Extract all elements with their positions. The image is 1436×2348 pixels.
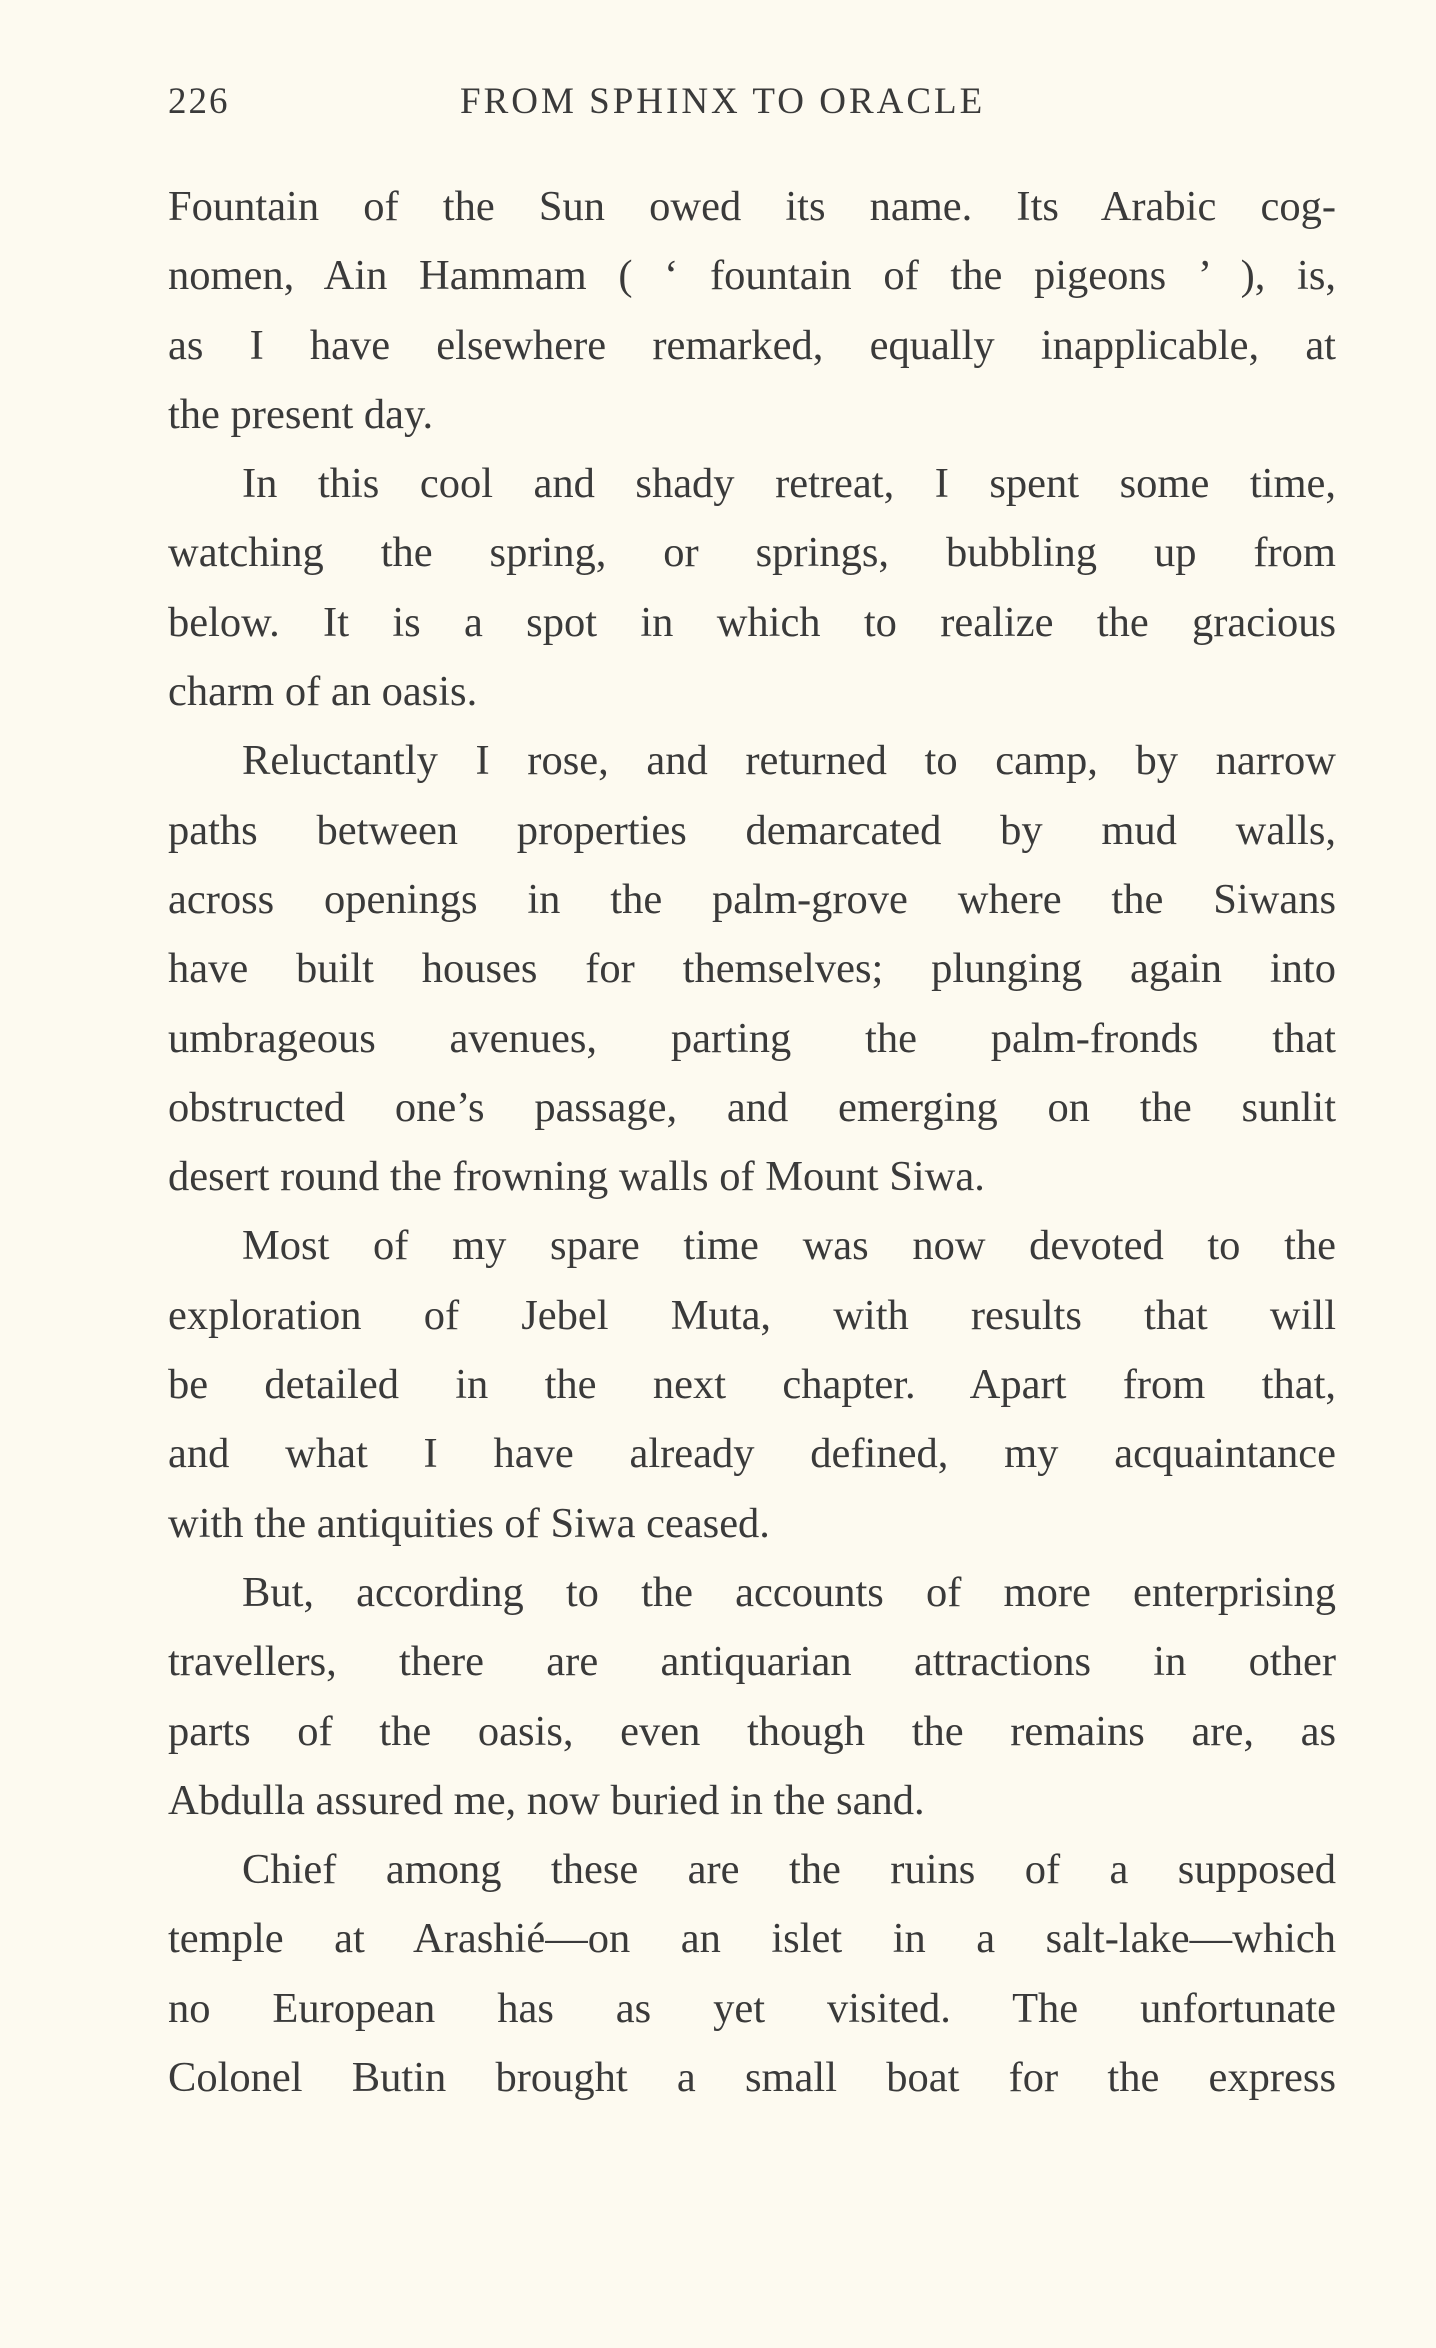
- text-line: as I have elsewhere remarked, equally inapplicable, at: [168, 321, 1336, 369]
- text-line: watching the spring, or springs, bubbling up from: [168, 529, 1336, 577]
- text-line: below. It is a spot in which to realize the gracious: [168, 598, 1336, 646]
- text-line: and what I have already defined, my acquaintance: [168, 1430, 1336, 1478]
- text-line: exploration of Jebel Muta, with results that will: [168, 1291, 1336, 1339]
- text-line: the present day.: [168, 390, 434, 438]
- text-line: nomen, Ain Hammam ( ‘ fountain of the pigeons ’ ), is,: [168, 252, 1336, 300]
- text-line: travellers, there are antiquarian attractions in other: [168, 1638, 1336, 1686]
- text-line: desert round the frowning walls of Mount Siwa.: [168, 1153, 985, 1201]
- text-line: with the antiquities of Siwa ceased.: [168, 1499, 770, 1547]
- text-line: umbrageous avenues, parting the palm-fronds that: [168, 1014, 1336, 1062]
- running-title: FROM SPHINX TO ORACLE: [460, 81, 986, 122]
- text-line: have built houses for themselves; plunging again into: [168, 945, 1336, 993]
- text-line: parts of the oasis, even though the remains are, as: [168, 1707, 1336, 1755]
- text-line: no European has as yet visited. The unfortunate: [168, 1984, 1336, 2032]
- text-line: obstructed one’s passage, and emerging on the sunlit: [168, 1083, 1336, 1131]
- text-line: Abdulla assured me, now buried in the sand.: [168, 1776, 925, 1824]
- text-line: charm of an oasis.: [168, 668, 478, 716]
- text-line: Colonel Butin brought a small boat for the express: [168, 2054, 1336, 2102]
- text-line: Most of my spare time was now devoted to the: [242, 1222, 1336, 1270]
- page-number: 226: [168, 81, 230, 122]
- text-line: But, according to the accounts of more enterprising: [242, 1568, 1336, 1616]
- text-line: paths between properties demarcated by mud walls,: [168, 806, 1336, 854]
- text-line: In this cool and shady retreat, I spent some time,: [242, 460, 1336, 508]
- body-text: [168, 172, 1336, 2112]
- text-line: Fountain of the Sun owed its name. Its Arabic cog-: [168, 183, 1336, 230]
- text-line: Reluctantly I rose, and returned to camp, by narrow: [242, 737, 1336, 785]
- text-line: Chief among these are the ruins of a supposed: [242, 1846, 1336, 1894]
- running-head: [168, 80, 1336, 130]
- text-line: temple at Arashié—on an islet in a salt-lake—which: [168, 1915, 1336, 1963]
- text-line: be detailed in the next chapter. Apart from that,: [168, 1361, 1336, 1409]
- text-line: across openings in the palm-grove where the Siwans: [168, 875, 1336, 923]
